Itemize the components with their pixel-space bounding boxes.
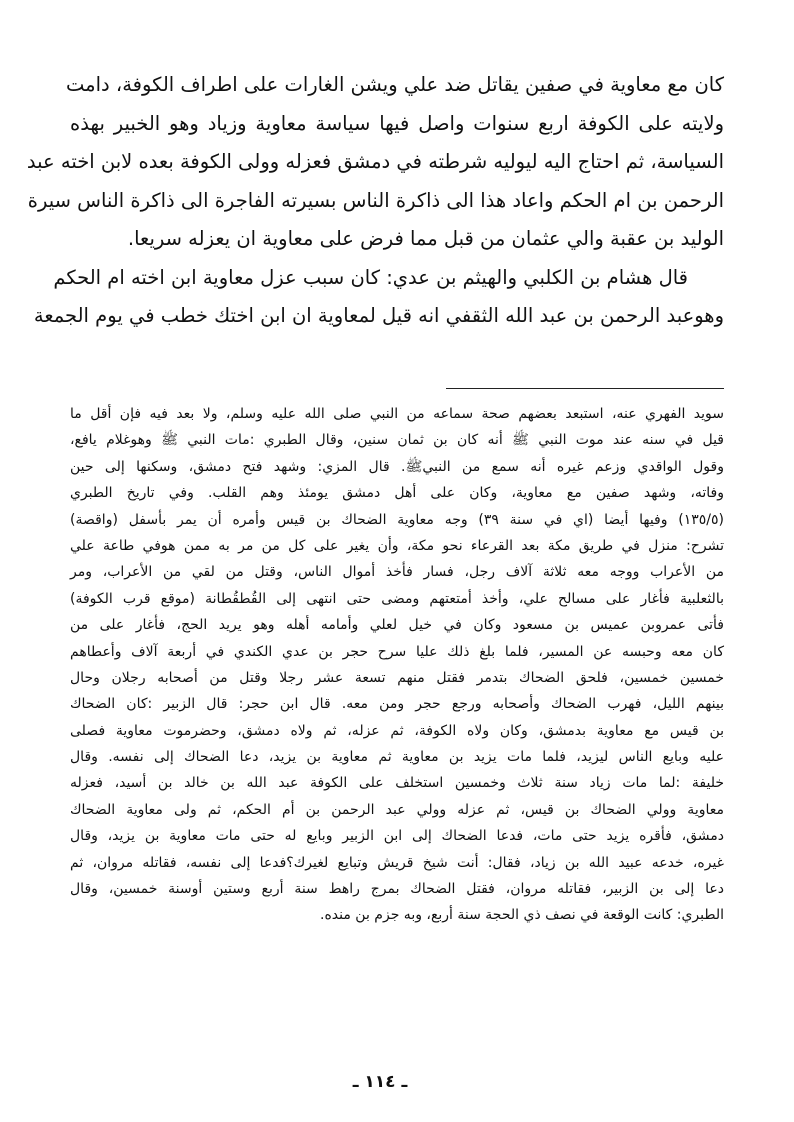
main-text-line: السياسة، ثم احتاج اليه ليوليه شرطته في دمشق فعزله وولى الكوفة بعده لابن اخته عبد: [26, 150, 724, 173]
footnote-line: بينهم الليل، فهرب الضحاك وأصحابه ورجع حجر ومن معه. قال ابن حجر: قال الزبير :كان الضحاك: [70, 696, 724, 713]
footnote-line: وفاته، وشهد صفين مع معاوية، وكان على أهل دمشق يومئذ وهم القلب. وفي تاريخ الطبري: [70, 485, 724, 502]
footnote-line: دعا إلى بن الزبير، فقاتله مروان، فقتل الضحاك بمرج راهط سنة أربع وستين أوسنة خمسين، وقال: [70, 881, 724, 898]
footnote-line: بن قيس مع معاوية بدمشق، وكان ولاه الكوفة، ثم عزله، ثم ولاه دمشق، وحضرموت معاوية فصلى: [70, 722, 724, 739]
footnote-line: سويد الفهري عنه، استبعد بعضهم صحة سماعه من النبي صلى الله عليه وسلم، ولا بعد فيه فإن أقل ما: [70, 406, 724, 422]
footnote-separator: [446, 388, 724, 389]
footnote-line: كان معه وحبسه عن المسير، فلما بلغ ذلك عليا سرح حجر بن عدي الكندي في أربعة آلاف وأعطاهم: [70, 643, 724, 660]
footnote-line: قيل في سنه عند موت النبي ﷺ أنه كان بن ثمان سنين، وقال الطبري :مات النبي ﷺ وهوغلام يافع،: [70, 432, 724, 449]
footnote-line: الطبري: كانت الوقعة في نصف ذي الحجة سنة أربع، وبه جزم بن منده.: [320, 907, 724, 924]
footnote-line: عليه وبايع الناس ليزيد، فلما مات يزيد بن معاوية ثم معاوية بن يزيد، دعا الضحاك إلى نفسه. وقال: [70, 749, 724, 766]
footnote-block: [70, 401, 724, 929]
main-text-line: الوليد بن عقبة والي عثمان من قبل مما فرض على معاوية ان يعزله سريعا.: [127, 227, 724, 250]
footnote-line: (١٣٥/٥) وفيها أيضا (اي في سنة ٣٩) وجه معاوية الضحاك بن قيس وأمره أن يمر بأسفل (واقصة): [70, 511, 725, 528]
footnote-line: خليفة :لما مات زياد سنة ثلاث وخمسين استخلف على الكوفة عبد الله بن خالد بن أسيد، فعزله: [70, 775, 724, 792]
footnote-line: فأتى عمروبن عميس بن مسعود وكان في خيل لعلي وأمامه أهله وهو يريد الحج، فأغار على من: [70, 617, 724, 634]
main-text-line: ولايته على الكوفة اربع سنوات واصل فيها سياسة معاوية وزياد وهو الخبير بهذه: [70, 111, 724, 135]
main-text-paragraph-start: قال هشام بن الكلبي والهيثم بن عدي: كان سبب عزل معاوية ابن اخته ام الحكم: [53, 265, 688, 289]
page-number: ـ ١١٤ ـ: [352, 1072, 408, 1092]
document-page: [26, 0, 725, 1122]
main-text-body: [26, 66, 724, 336]
footnote-line: دمشق، فأقره يزيد حتى مات، فدعا الضحاك إلى ابن الزبير وبايع له حتى مات معاوية بن يزيد، وقال: [70, 828, 724, 845]
footnote-line: غيره، خدعه عبيد الله بن زياد، فقال: أنت شيخ قريش وتبايع لغيرك؟فدعا إلى نفسه، فقاتله مروان، ثم: [70, 854, 724, 871]
footnote-line: من الأعراب ووجه معه ثلاثة آلاف رجل، فسار فأخذ أموال الناس، وقتل من لقي من الأعراب، ومر: [70, 564, 724, 581]
footnote-line: معاوية وولي الضحاك بن قيس، ثم عزله وولي عبد الرحمن بن أم الحكم، ثم ولى معاوية الضحاك: [70, 801, 724, 818]
main-text-line: الرحمن بن ام الحكم واعاد هذا الى ذاكرة الناس بسيرته الفاجرة الى ذاكرة الناس سيرة: [27, 188, 724, 212]
footnote-line: بالثعلبية فأغار على مسالح علي، وأخذ أمتعتهم ومضى حتى انتهى إلى القُطقُطانة (موقع قرب الكوفة): [70, 590, 724, 607]
footnote-line: خمسين خمسين، فلحق الضحاك بتدمر فقتل منهم تسعة عشر رجلا وقتل من أصحابه رجلان وحال: [70, 669, 724, 686]
footnote-line: تشرح: منزل في طريق مكة بعد القرعاء نحو مكة، وأن يغير على كل من مر به ممن هوفي طاعة علي: [70, 537, 724, 554]
footnote-line: وقول الواقدي وزعم غيره أنه سمع من النبيﷺ. قال المزي: وشهد فتح دمشق، وسكنها إلى حين: [70, 458, 724, 475]
main-text-line: وهوعبد الرحمن بن عبد الله الثقفي انه قيل لمعاوية ان ابن اختك خطب في يوم الجمعة: [33, 304, 724, 327]
main-text-line: كان مع معاوية في صفين يقاتل ضد علي ويشن الغارات على اطراف الكوفة، دامت: [66, 73, 724, 96]
